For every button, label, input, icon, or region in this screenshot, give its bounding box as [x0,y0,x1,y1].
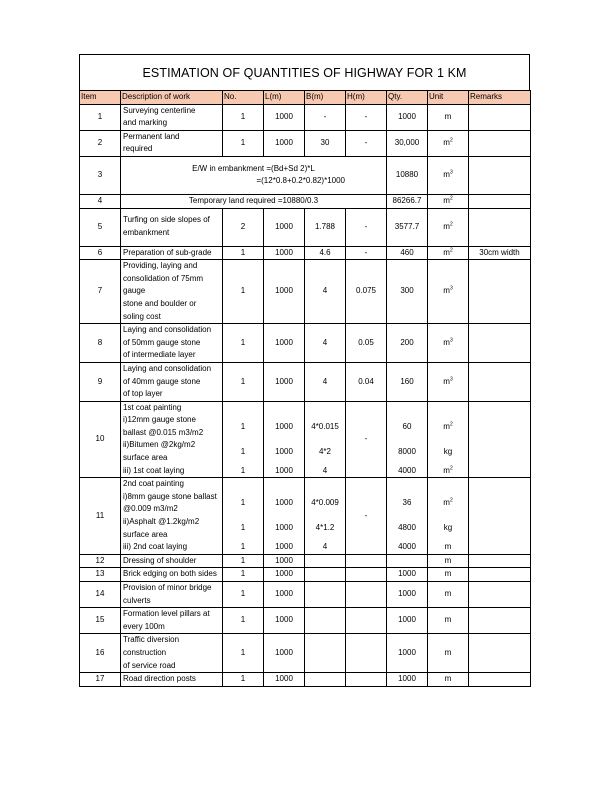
quantity-cell: 1000 [387,673,428,687]
quantity-cell: 460 [387,246,428,260]
sub-item-value: 1000 [275,446,293,456]
item-number-cell: 17 [80,673,121,687]
length-cell: 1000 [264,554,305,568]
breadth-cell: 4 [305,260,346,324]
number-cell: 1 [223,246,264,260]
sub-item-value: 4 [322,465,328,475]
remarks-cell [469,554,531,568]
remarks-cell [469,673,531,687]
description-cell [121,478,223,555]
unit-cell: $m^2$ [428,246,469,260]
number-cell: 1 [223,554,264,568]
sub-item-description: iii) 2nd coat laying [123,542,188,552]
remarks-cell [469,156,531,194]
header-quantity: Qty. [387,91,428,105]
quantity-cell [387,401,428,478]
quantity-cell [387,478,428,555]
header-breadth: B(m) [305,91,346,105]
header-height: H(m) [346,91,387,105]
quantities-table [79,90,531,687]
sub-item-value: 4800 [398,523,416,533]
breadth-cell [305,478,346,555]
length-cell: 1000 [264,246,305,260]
unit-cell: $m^3$ [428,324,469,363]
unit-cell: m [428,673,469,687]
merged-description-cell [121,194,387,208]
formula-line: Temporary land required =10880/0.3 [188,195,319,205]
description-cell [121,401,223,478]
breadth-cell: 1.788 [305,208,346,246]
height-cell: 0.05 [346,324,387,363]
unit-cell: $m^3$ [428,260,469,324]
breadth-cell [305,568,346,582]
sub-item-value: 1000 [275,523,293,533]
quantity-cell [387,554,428,568]
remarks-cell [469,208,531,246]
number-cell: 1 [223,130,264,156]
sub-item-value: 1 [240,542,246,552]
item-number-cell: 10 [80,401,121,478]
length-cell [264,478,305,555]
sub-item-value: $m^2$ [443,465,453,475]
breadth-cell [305,673,346,687]
sub-item-value: kg [443,446,453,456]
remarks-cell [469,568,531,582]
number-cell [223,478,264,555]
table-row [80,478,531,555]
header-unit: Unit [428,91,469,105]
description-cell: Permanent land required [121,130,223,156]
quantity-cell: 10880 [387,156,428,194]
breadth-cell [305,554,346,568]
sub-item-value: 8000 [398,446,416,456]
quantity-cell: 30,000 [387,130,428,156]
breadth-cell: 4 [305,324,346,363]
unit-cell: m [428,582,469,608]
length-cell: 1000 [264,608,305,634]
formula-line: =(12*0.8+0.2*0.82)*1000 [256,176,345,186]
length-cell: 1000 [264,673,305,687]
item-number-cell: 12 [80,554,121,568]
number-cell [223,401,264,478]
height-cell [346,673,387,687]
table-row [80,568,531,582]
item-number-cell: 9 [80,362,121,401]
description-cell: Laying and consolidation of 40mm gauge stone of top layer [121,362,223,401]
sub-item-value: 1000 [275,465,293,475]
height-cell [346,608,387,634]
coat-title: 1st coat painting [123,402,182,412]
table-row [80,582,531,608]
description-cell: Traffic diversion construction of service road [121,634,223,673]
number-cell: 1 [223,634,264,673]
height-cell: - [346,478,387,555]
coat-title: 2nd coat painting [123,479,184,489]
height-cell [346,554,387,568]
quantity-cell: 1000 [387,634,428,673]
header-number: No. [223,91,264,105]
unit-cell: m [428,634,469,673]
header-remarks: Remarks [469,91,531,105]
unit-cell [428,401,469,478]
sub-item-value: 1 [240,465,246,475]
height-cell: 0.04 [346,362,387,401]
remarks-cell: 30cm width [469,246,531,260]
unit-cell [428,478,469,555]
sub-item-value: 36 [402,498,412,508]
item-number-cell: 7 [80,260,121,324]
number-cell: 1 [223,673,264,687]
quantity-cell: 86266.7 [387,194,428,208]
header-length: L(m) [264,91,305,105]
length-cell: 1000 [264,324,305,363]
description-cell: Brick edging on both sides [121,568,223,582]
number-cell: 1 [223,260,264,324]
header-description: Description of work [121,91,223,105]
remarks-cell [469,362,531,401]
remarks-cell [469,260,531,324]
breadth-cell [305,608,346,634]
height-cell: - [346,208,387,246]
sheet-title: ESTIMATION OF QUANTITIES OF HIGHWAY FOR 1 KM [79,54,530,90]
sub-item-value: 1 [240,498,246,508]
formula-line: E/W in embankment =(Bd+Sd 2)*L [192,163,315,173]
remarks-cell [469,324,531,363]
remarks-cell [469,608,531,634]
table-row [80,156,531,194]
table-row [80,608,531,634]
remarks-cell [469,130,531,156]
table-row [80,260,531,324]
unit-cell: $m^2$ [428,194,469,208]
unit-cell: $m^2$ [428,130,469,156]
height-cell: 0.075 [346,260,387,324]
table-row [80,104,531,130]
sub-item-value: 1 [240,421,246,431]
description-cell: Surveying centerline and marking [121,104,223,130]
number-cell: 1 [223,362,264,401]
breadth-cell [305,582,346,608]
height-cell [346,634,387,673]
length-cell: 1000 [264,104,305,130]
length-cell: 1000 [264,130,305,156]
remarks-cell [469,104,531,130]
description-cell: Road direction posts [121,673,223,687]
table-row [80,634,531,673]
table-row [80,401,531,478]
quantity-cell: 160 [387,362,428,401]
estimate-sheet [79,54,530,687]
length-cell: 1000 [264,260,305,324]
unit-cell: $m^2$ [428,208,469,246]
sub-item-description: ii)Asphalt @1.2kg/m2 surface area [123,517,200,539]
quantity-cell: 1000 [387,104,428,130]
item-number-cell: 14 [80,582,121,608]
description-cell: Dressing of shoulder [121,554,223,568]
unit-cell: m [428,608,469,634]
item-number-cell: 8 [80,324,121,363]
sub-item-value: 1000 [275,498,293,508]
remarks-cell [469,194,531,208]
number-cell: 1 [223,582,264,608]
description-cell: Preparation of sub-grade [121,246,223,260]
unit-cell: m [428,554,469,568]
breadth-cell: 4.6 [305,246,346,260]
quantity-cell: 200 [387,324,428,363]
table-row [80,194,531,208]
sub-item-value: 1000 [275,542,293,552]
sub-item-value: kg [443,523,453,533]
sub-item-value: 4000 [398,542,416,552]
sub-item-value: 60 [402,421,412,431]
sub-item-value: 4*1.2 [315,523,335,533]
item-number-cell: 15 [80,608,121,634]
table-row [80,246,531,260]
description-cell: Provision of minor bridge culverts [121,582,223,608]
length-cell: 1000 [264,568,305,582]
length-cell: 1000 [264,208,305,246]
sub-item-value: m [444,542,452,552]
item-number-cell: 2 [80,130,121,156]
description-cell: Laying and consolidation of 50mm gauge stone of intermediate layer [121,324,223,363]
sub-item-value: 1000 [275,421,293,431]
height-cell: - [346,401,387,478]
height-cell: - [346,246,387,260]
remarks-cell [469,634,531,673]
height-cell: - [346,104,387,130]
sub-item-description: ii)Bitumen @2kg/m2 surface area [123,440,196,463]
remarks-cell [469,401,531,478]
sub-item-value: $m^2$ [443,420,453,431]
table-row [80,130,531,156]
length-cell: 1000 [264,362,305,401]
quantity-cell: 1000 [387,582,428,608]
remarks-cell [469,478,531,555]
description-cell: Formation level pillars at every 100m [121,608,223,634]
quantity-cell: 1000 [387,608,428,634]
unit-cell: m [428,568,469,582]
sub-item-value: $m^2$ [443,497,453,508]
number-cell: 1 [223,104,264,130]
quantity-cell: 300 [387,260,428,324]
table-row [80,324,531,363]
quantity-cell: 1000 [387,568,428,582]
description-cell: Providing, laying and consolidation of 75mm gauge stone and boulder or soling cost [121,260,223,324]
quantity-cell: 3577.7 [387,208,428,246]
item-number-cell: 3 [80,156,121,194]
remarks-cell [469,582,531,608]
sub-item-description: iii) 1st coat laying [123,465,185,475]
table-row [80,362,531,401]
item-number-cell: 16 [80,634,121,673]
item-number-cell: 1 [80,104,121,130]
number-cell: 1 [223,568,264,582]
sub-item-value: 1 [240,523,246,533]
merged-description-cell [121,156,387,194]
item-number-cell: 4 [80,194,121,208]
sub-item-description: i)12mm gauge stone ballast @0.015 m3/m2 [123,415,204,437]
sub-item-value: 4*2 [318,446,331,456]
length-cell: 1000 [264,582,305,608]
sub-item-value: 4*0.009 [311,498,339,508]
item-number-cell: 5 [80,208,121,246]
table-row [80,554,531,568]
breadth-cell: 30 [305,130,346,156]
sub-item-description: i)8mm gauge stone ballast @0.009 m3/m2 [123,491,217,514]
length-cell: 1000 [264,634,305,673]
sub-item-value: 4*0.015 [311,421,339,431]
sub-item-value: 4 [322,542,328,552]
unit-cell: m [428,104,469,130]
item-number-cell: 11 [80,478,121,555]
breadth-cell [305,634,346,673]
description-cell: Turfing on side slopes of embankment [121,208,223,246]
breadth-cell [305,401,346,478]
header-row [80,91,531,105]
length-cell [264,401,305,478]
sub-item-value: 1 [240,446,246,456]
number-cell: 1 [223,324,264,363]
breadth-cell: 4 [305,362,346,401]
number-cell: 2 [223,208,264,246]
breadth-cell: - [305,104,346,130]
height-cell [346,582,387,608]
sub-item-value: 4000 [398,465,416,475]
height-cell: - [346,130,387,156]
table-row [80,208,531,246]
item-number-cell: 13 [80,568,121,582]
height-cell [346,568,387,582]
unit-cell: $m^3$ [428,156,469,194]
unit-cell: $m^3$ [428,362,469,401]
table-row [80,673,531,687]
number-cell: 1 [223,608,264,634]
item-number-cell: 6 [80,246,121,260]
header-item: Item [80,91,121,105]
